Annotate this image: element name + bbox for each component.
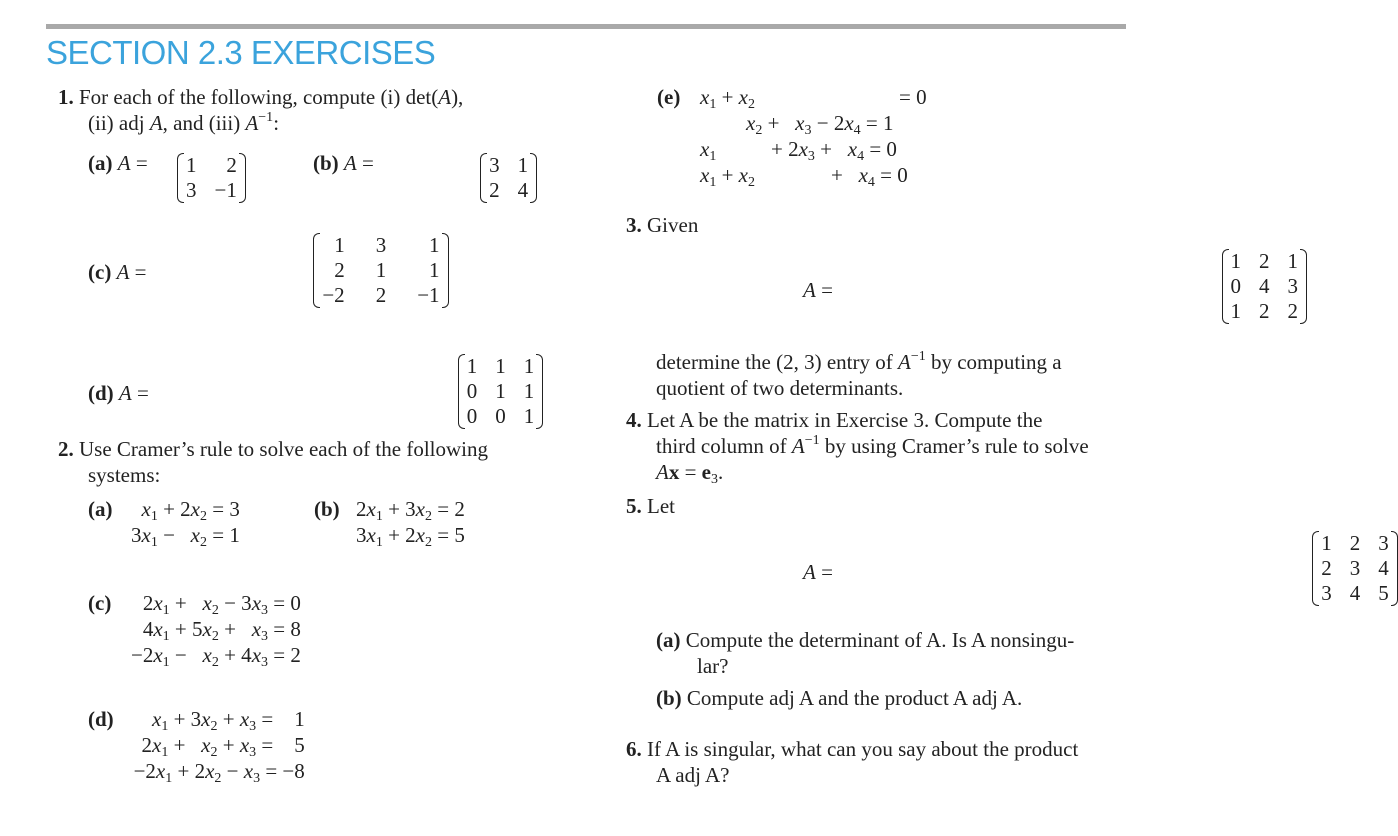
ex2-line2: systems: <box>88 463 161 487</box>
ex3-line1: determine the (2, 3) entry of $A^{-1}$ by computing a <box>656 349 1062 374</box>
ex4-line3: $Ax = e_3$. <box>656 460 724 487</box>
ex2e-label: (e) <box>657 85 681 109</box>
ex1d-matrix: 1 1 1 0 1 1 0 0 1 <box>458 354 544 429</box>
ex1d: (d) A = <box>88 381 149 405</box>
section-title: SECTION 2.3 EXERCISES <box>46 34 436 71</box>
ex1-line1: 1. For each of the following, compute (i) det(A), <box>58 85 464 109</box>
ex2a-system: $x_1 + 2x_2 = 3$ $3x_1 - x_2 = 1$ <box>131 497 240 550</box>
ex2d-system: $x_1 + 3x_2 + x_3$ = 1 $2x_1 + x_2 + x_3$ = 5 $-2x_1 + 2x_2 - x_3 = -8$ <box>133 707 305 786</box>
ex1c: (c) A = <box>88 260 147 284</box>
ex5b: (b) Compute adj A and the product A adj A. <box>656 686 1023 710</box>
ex1b-matrix: 3 1 2 4 <box>480 153 537 203</box>
ex3-matrix: 1 2 1 0 4 3 1 2 2 <box>1222 249 1308 324</box>
ex5a-line2: lar? <box>697 654 729 678</box>
ex1b: (b) A = <box>313 151 374 175</box>
ex2d-label: (d) <box>88 707 114 731</box>
ex5a: (a) Compute the determinant of A. Is A nonsingu- <box>656 628 1075 652</box>
ex2a-label: (a) <box>88 497 113 521</box>
ex2b-label: (b) <box>314 497 340 521</box>
ex1a: (a) A = <box>88 151 148 175</box>
ex2-line1: 2. Use Cramer’s rule to solve each of the following <box>58 437 488 461</box>
ex5-let: 5. Let <box>626 494 675 518</box>
ex3-line2: quotient of two determinants. <box>656 376 904 400</box>
ex2b-system: $2x_1 + 3x_2 = 2$ $3x_1 + 2x_2 = 5$ <box>356 497 465 550</box>
ex6-line2: A adj A? <box>656 763 730 787</box>
ex5-matrix: 1 2 3 2 3 4 3 4 5 <box>1312 531 1398 606</box>
ex2c-label: (c) <box>88 591 112 615</box>
ex4-line2: third column of $A^{-1}$ by using Cramer’s rule to solve <box>656 433 1089 458</box>
ex4-line1: 4. Let A be the matrix in Exercise 3. Compute the <box>626 408 1043 432</box>
ex6-line1: 6. If A is singular, what can you say about the product <box>626 737 1079 761</box>
ex3-given: 3. Given <box>626 213 699 237</box>
ex1-line2: (ii) adj A, and (iii) $A^{-1}$: <box>88 110 280 135</box>
ex1a-matrix: 1 2 3 −1 <box>177 153 246 203</box>
ex1c-matrix: 1 3 1 2 1 1 −2 2 −1 <box>313 233 448 308</box>
ex1-number: 1. <box>58 85 74 109</box>
header-rule <box>46 24 1126 29</box>
ex2c-system: $2x_1 + x_2 - 3x_3 = 0$ $4x_1 + 5x_2 + x_3 = 8$ $-2x_1 - x_2 + 4x_3 = 2$ <box>131 591 301 670</box>
